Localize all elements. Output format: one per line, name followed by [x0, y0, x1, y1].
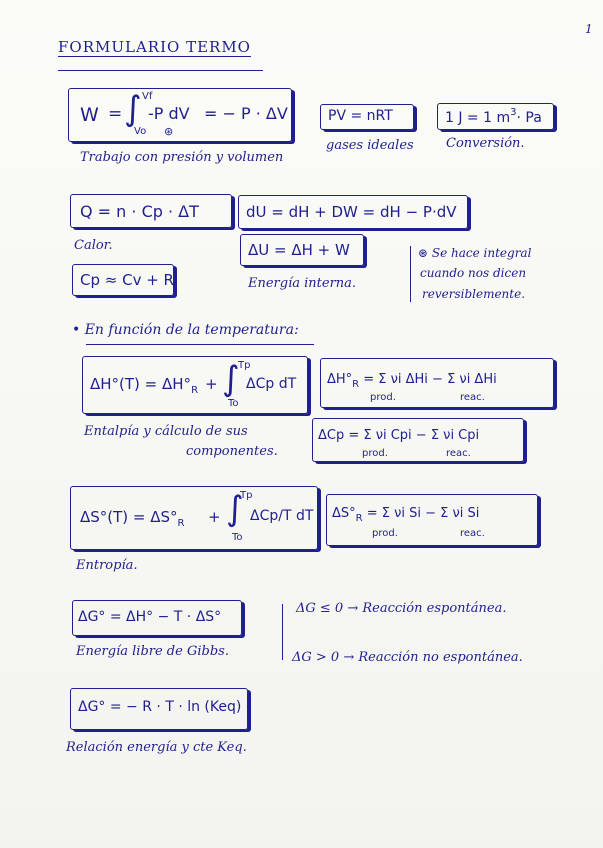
- entropy-sum-eq: [332, 506, 479, 524]
- entropy-sum-lhs-sub: R: [355, 513, 363, 524]
- work-label: Trabajo con presión y volumen: [80, 150, 284, 165]
- section-heading: • En función de la temperatura:: [72, 322, 299, 338]
- note-line-3: reversiblemente.: [422, 287, 526, 301]
- enthalpy-label-2: componentes.: [186, 444, 278, 459]
- work-upper-limit: Vf: [142, 91, 153, 102]
- delta-cp-reac-label: reac.: [446, 448, 471, 459]
- internal-energy-label: Energía interna.: [248, 276, 357, 291]
- conversion-eq-left: 1 J = 1 m: [445, 110, 511, 126]
- internal-energy-eq2: ΔU = ΔH + W: [248, 241, 350, 259]
- heat-label: Calor.: [74, 238, 113, 253]
- work-lower-limit: Vo: [134, 126, 147, 137]
- enthalpy-lhs-sub: R: [191, 385, 199, 396]
- entropy-sum-lhs: ΔS°: [332, 506, 356, 521]
- enthalpy-sum-lhs-sub: R: [352, 379, 360, 390]
- entropy-lhs-sub: R: [177, 518, 185, 529]
- note-bracket: [410, 246, 411, 302]
- note-line-2: cuando nos dicen: [420, 266, 527, 280]
- entropy-lhs-text: ΔS°(T) = ΔS°: [80, 508, 178, 526]
- enthalpy-reac-label: reac.: [460, 392, 485, 403]
- entropy-prod-label: prod.: [372, 528, 398, 539]
- entropy-label: Entropía.: [76, 558, 138, 573]
- gibbs-eq: ΔG° = ΔH° − T · ΔS°: [78, 609, 222, 625]
- conversion-exponent: 3: [510, 107, 517, 118]
- asterisk-marker: ⊛: [164, 125, 174, 138]
- integral-sign: ∫: [222, 359, 240, 399]
- enthalpy-sum-lhs: ΔH°: [327, 372, 353, 387]
- integral-sign: ∫: [226, 489, 244, 529]
- heat-eq: Q = n · Cp · ΔT: [80, 202, 199, 221]
- entropy-sum-rhs: = Σ νi Si − Σ νi Si: [366, 506, 480, 521]
- entropy-reac-label: reac.: [460, 528, 485, 539]
- note-line-1: ⊛ Se hace integral: [418, 246, 532, 260]
- conversion-eq: [445, 107, 542, 126]
- enthalpy-integrand: ΔCp dT: [246, 376, 297, 392]
- enthalpy-lhs-text: ΔH°(T) = ΔH°: [90, 375, 192, 393]
- enthalpy-sum-rhs: = Σ νi ΔHi − Σ νi ΔHi: [363, 372, 497, 387]
- delta-cp-eq: ΔCp = Σ νi Cpi − Σ νi Cpi: [318, 428, 480, 443]
- gibbs-bracket: [282, 604, 283, 660]
- keq-eq: ΔG° = − R · T · ln (Keq): [78, 699, 242, 715]
- section-rule: [86, 344, 314, 345]
- ideal-gas-label: gases ideales: [326, 138, 414, 153]
- internal-energy-eq1: dU = dH + DW = dH − P·dV: [246, 203, 457, 221]
- enthalpy-sum-eq: [327, 372, 497, 390]
- work-integrand: -P dV: [148, 104, 190, 123]
- work-rhs: = − P · ΔV: [204, 104, 288, 123]
- page-number: 1: [585, 22, 593, 36]
- work-equals: =: [108, 104, 123, 124]
- delta-cp-prod-label: prod.: [362, 448, 388, 459]
- conversion-label: Conversión.: [446, 136, 525, 151]
- entropy-lhs: [80, 508, 185, 529]
- ideal-gas-eq: PV = nRT: [328, 108, 393, 124]
- work-lhs: W: [80, 104, 99, 126]
- gibbs-condition-1: ΔG ≤ 0 → Reacción espontánea.: [296, 601, 507, 616]
- gibbs-condition-2: ΔG > 0 → Reacción no espontánea.: [292, 650, 523, 665]
- enthalpy-label-1: Entalpía y cálculo de sus: [84, 424, 248, 439]
- cp-relation-eq: Cp ≈ Cv + R: [80, 271, 174, 289]
- enthalpy-upper-limit: Tp: [238, 360, 251, 371]
- entropy-lower-limit: To: [232, 532, 243, 543]
- enthalpy-prod-label: prod.: [370, 392, 396, 403]
- entropy-upper-limit: Tp: [240, 490, 253, 501]
- conversion-eq-right: · Pa: [516, 110, 542, 126]
- title-rule: [58, 70, 263, 71]
- gibbs-label: Energía libre de Gibbs.: [76, 644, 229, 659]
- integral-sign: ∫: [124, 89, 142, 129]
- page-title: FORMULARIO TERMO: [58, 38, 251, 56]
- entropy-integrand: ΔCp/T dT: [250, 508, 314, 524]
- keq-label: Relación energía y cte Keq.: [66, 740, 247, 755]
- enthalpy-plus: +: [205, 375, 218, 393]
- enthalpy-lower-limit: To: [228, 398, 239, 409]
- entropy-plus: +: [208, 508, 221, 526]
- enthalpy-lhs: [90, 375, 198, 396]
